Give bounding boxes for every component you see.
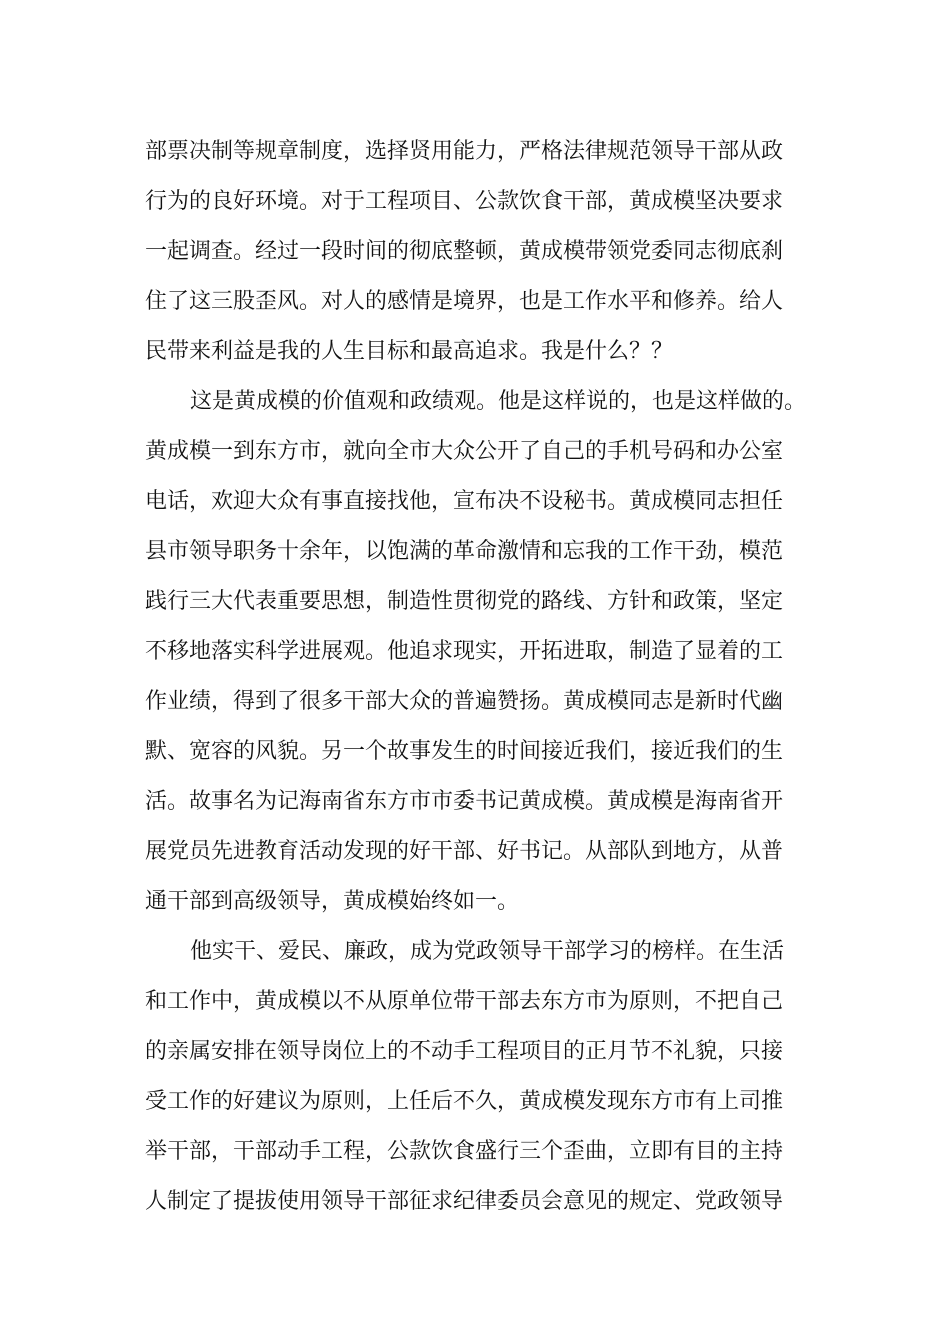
text-line: 作业绩，得到了很多干部大众的普遍赞扬。黄成模同志是新时代幽 — [145, 689, 784, 714]
text-line: 默、宽容的风貌。另一个故事发生的时间接近我们，接近我们的生 — [145, 739, 784, 764]
text-line: 电话，欢迎大众有事直接找他，宣布决不设秘书。黄成模同志担任 — [145, 489, 784, 514]
text-line: 县市领导职务十余年，以饱满的革命激情和忘我的工作干劲，模范 — [145, 539, 784, 564]
text-line: 通干部到高级领导，黄成模始终如一。 — [145, 889, 520, 914]
text-line: 展党员先进教育活动发现的好干部、好书记。从部队到地方，从普 — [145, 839, 784, 864]
paragraph-first-line: 他实干、爱民、廉政，成为党政领导干部学习的榜样。在生活 — [190, 939, 785, 964]
text-line: 的亲属安排在领导岗位上的不动手工程项目的正月节不礼貌，只接 — [145, 1039, 784, 1064]
paragraph-first-line: 这是黄成模的价值观和政绩观。他是这样说的，也是这样做的。 — [190, 389, 807, 414]
text-line: 住了这三股歪风。对人的感情是境界，也是工作水平和修养。给人 — [145, 289, 784, 314]
text-line: 民带来利益是我的人生目标和最高追求。我是什么？？ — [145, 339, 674, 364]
text-line: 不移地落实科学进展观。他追求现实，开拓进取，制造了显着的工 — [145, 639, 784, 664]
text-line: 黄成模一到东方市，就向全市大众公开了自己的手机号码和办公室 — [145, 439, 784, 464]
text-line: 活。故事名为记海南省东方市市委书记黄成模。黄成模是海南省开 — [145, 789, 784, 814]
text-line: 人制定了提拔使用领导干部征求纪律委员会意见的规定、党政领导 — [145, 1189, 784, 1214]
text-line: 行为的良好环境。对于工程项目、公款饮食干部，黄成模坚决要求 — [145, 189, 784, 214]
text-line: 和工作中，黄成模以不从原单位带干部去东方市为原则，不把自己 — [145, 989, 784, 1014]
text-line: 受工作的好建议为原则，上任后不久，黄成模发现东方市有上司推 — [145, 1089, 784, 1114]
text-line: 一起调查。经过一段时间的彻底整顿，黄成模带领党委同志彻底刹 — [145, 239, 784, 264]
text-line: 践行三大代表重要思想，制造性贯彻党的路线、方针和政策，坚定 — [145, 589, 784, 614]
text-line: 举干部，干部动手工程，公款饮食盛行三个歪曲，立即有目的主持 — [145, 1139, 784, 1164]
text-line: 部票决制等规章制度，选择贤用能力，严格法律规范领导干部从政 — [145, 139, 784, 164]
